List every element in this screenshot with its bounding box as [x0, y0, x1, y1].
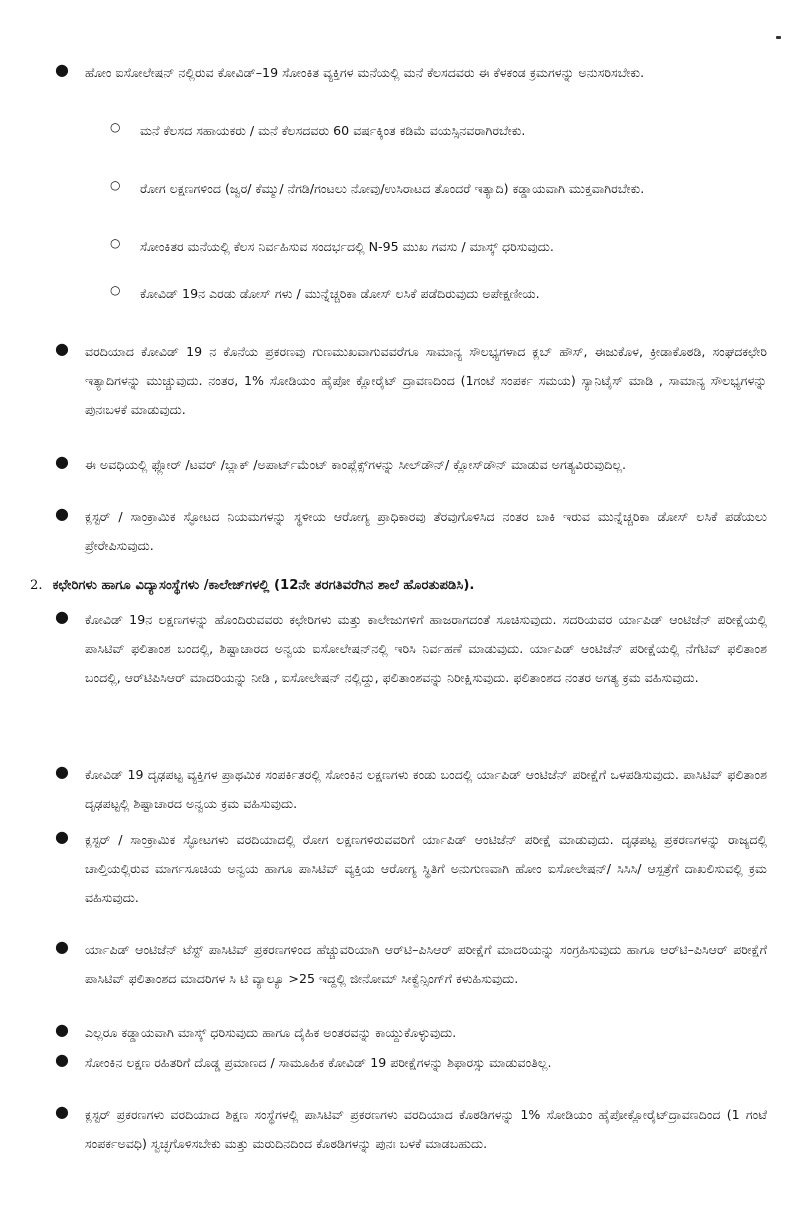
sub-bullet-text: ಮನೆ ಕೆಲಸದ ಸಹಾಯಕರು / ಮನೆ ಕೆಲಸದವರು 60 ವರ್ಷಕ್ಕಿಂತ ಕಡಿಮೆ ವಯಸ್ಸಿನವರಾಗಿರಬೇಕು.	[140, 123, 526, 138]
list-item	[55, 502, 767, 560]
bullet-icon: ●	[55, 1020, 69, 1039]
bullet-text: ಎಲ್ಲರೂ ಕಡ್ಡಾಯವಾಗಿ ಮಾಸ್ಕ್ ಧರಿಸುವುದು ಹಾಗೂ ದೈಹಿಕ ಅಂತರವನ್ನು ಕಾಯ್ದುಕೊಳ್ಳುವುದು.	[85, 1025, 457, 1040]
bullet-text: ಕೋವಿಡ್ 19ನ ಲಕ್ಷಣಗಳನ್ನು ಹೊಂದಿರುವವರು ಕಛೇರಿಗಳು ಮತ್ತು ಕಾಲೇಜುಗಳಿಗೆ ಹಾಜರಾಗದಂತೆ ಸೂಚಿಸುವುದು. ಸದರಿಯವರ ರ್ಯಾಪಿಡ್ ಆಂಟಿಜೆನ್ ಪರೀಕ್ಷೆಯಲ್ಲಿ ಪಾಸಿಟಿವ್ ಫಲಿತಾಂಶ ಬಂದಲ್ಲಿ, ಶಿಷ್ಟಾಚಾರದ ಅನ್ವಯ ಐಸೋಲೇಷನ್‌ನಲ್ಲಿ ಇರಿಸಿ ನಿರ್ವಹಣೆ ಮಾಡುವುದು. ರ್ಯಾಪಿಡ್ ಆಂಟಿಜೆನ್ ಪರೀಕ್ಷೆಯಲ್ಲಿ ನೆಗೆಟಿವ್ ಫಲಿತಾಂಶ ಬಂದಲ್ಲಿ, ಆರ್‌ಟಿಪಿಸಿಆರ್ ಮಾದರಿಯನ್ನು ನೀಡಿ , ಐಸೋಲೇಷನ್ ನಲ್ಲಿದ್ದು, ಫಲಿತಾಂಶವನ್ನು ನಿರೀಕ್ಷಿಸುವುದು. ಫಲಿತಾಂಶದ ನಂತರ ಅಗತ್ಯ ಕ್ರಮ ವಹಿಸುವುದು.	[85, 612, 767, 685]
section-title: ಕಛೇರಿಗಳು ಹಾಗೂ ವಿದ್ಯಾಸಂಸ್ಥೆಗಳು /ಕಾಲೇಜ್‌ಗಳಲ್ಲಿ (12ನೇ ತರಗತಿವರೆಗಿನ ಶಾಲೆ ಹೊರತುಪಡಿಸಿ).	[52, 578, 475, 593]
list-item	[55, 1018, 767, 1047]
list-item	[55, 1100, 767, 1158]
bullet-icon: ●	[55, 1102, 69, 1121]
bullet-text: ಹೋಂ ಐಸೋಲೇಷನ್ ನಲ್ಲಿರುವ ಕೋವಿಡ್–19 ಸೋಂಕಿತ ವ್ಯಕ್ತಿಗಳ ಮನೆಯಲ್ಲಿ ಮನೆ ಕೆಲಸದವರು ಈ ಕೆಳಕಂಡ ಕ್ರಮಗಳನ್ನು ಅನುಸರಿಸಬೇಕು.	[85, 65, 645, 80]
hollow-bullet-icon: ○	[110, 283, 121, 297]
bullet-text: ಕ್ಲಸ್ಟರ್ / ಸಾಂಕ್ರಾಮಿಕ ಸ್ಫೋಟದ ನಿಯಮಗಳನ್ನು ಸ್ಥಳೀಯ ಆರೋಗ್ಯ ಪ್ರಾಧಿಕಾರವು ತೆರವುಗೊಳಿಸಿದ ನಂತರ ಬಾಕಿ ಇರುವ ಮುನ್ನೆಚ್ಚರಿಕಾ ಡೋಸ್ ಲಸಿಕೆ ಪಡೆಯಲು ಪ್ರೇರೇಪಿಸುವುದು.	[85, 509, 767, 553]
bullet-icon: ●	[55, 60, 69, 79]
list-item	[55, 825, 767, 912]
bullet-text: ಕ್ಲಸ್ಟರ್ / ಸಾಂಕ್ರಾಮಿಕ ಸ್ಫೋಟಗಳು ವರದಿಯಾದಲ್ಲಿ ರೋಗ ಲಕ್ಷಣಗಳಿರುವವರಿಗೆ ರ್ಯಾಪಿಡ್ ಆಂಟಿಜೆನ್ ಪರೀಕ್ಷೆ ಮಾಡುವುದು. ದೃಢಪಟ್ಟ ಪ್ರಕರಣಗಳನ್ನು ರಾಜ್ಯದಲ್ಲಿ ಚಾಲ್ತಿಯಲ್ಲಿರುವ ಮಾರ್ಗಸೂಚಿಯ ಅನ್ವಯ ಹಾಗೂ ಪಾಸಿಟಿವ್ ವ್ಯಕ್ತಿಯ ಆರೋಗ್ಯ ಸ್ಥಿತಿಗೆ ಅನುಗುಣವಾಗಿ ಹೋಂ ಐಸೋಲೇಷನ್/ ಸಿಸಿಸಿ/ ಆಸ್ಪತ್ರೆಗೆ ದಾಖಲಿಸುವಲ್ಲಿ ಕ್ರಮ ವಹಿಸುವುದು.	[85, 832, 767, 905]
bullet-text: ವರದಿಯಾದ ಕೋವಿಡ್ 19 ನ ಕೊನೆಯ ಪ್ರಕರಣವು ಗುಣಮುಖವಾಗುವವರೆಗೂ ಸಾಮಾನ್ಯ ಸೌಲಭ್ಯಗಳಾದ ಕ್ಲಬ್ ಹೌಸ್, ಈಜುಕೊಳ, ಕ್ರೀಡಾಕೊಠಡಿ, ಸಂಘದಕಛೇರಿ ಇತ್ಯಾದಿಗಳನ್ನು ಮುಚ್ಚುವುದು. ನಂತರ, 1% ಸೋಡಿಯಂ ಹೈಪೋ ಕ್ಲೋರೈಟ್ ದ್ರಾವಣದಿಂದ (1ಗಂಟೆ ಸಂಪರ್ಕ ಸಮಯ) ಸ್ಯಾನಿಟೈಸ್ ಮಾಡಿ , ಸಾಮಾನ್ಯ ಸೌಲಭ್ಯಗಳನ್ನು ಪುನಃಬಳಕೆ ಮಾಡುವುದು.	[85, 344, 767, 417]
section-number: 2.	[30, 578, 43, 593]
bullet-icon: ●	[55, 339, 69, 358]
sub-list-item	[55, 174, 767, 203]
bullet-text: ಸೋಂಕಿನ ಲಕ್ಷಣ ರಹಿತರಿಗೆ ದೊಡ್ಡ ಪ್ರಮಾಣದ / ಸಾಮೂಹಿಕ ಕೋವಿಡ್ 19 ಪರೀಕ್ಷೆಗಳನ್ನು ಶಿಫಾರಸ್ಸು ಮಾಡುವಂತಿಲ್ಲ.	[85, 1055, 552, 1070]
bullet-icon: ●	[55, 827, 69, 846]
list-item	[55, 935, 767, 993]
section-heading	[30, 575, 770, 597]
bullet-icon: ●	[55, 504, 69, 523]
bullet-text: ಈ ಅವಧಿಯಲ್ಲಿ ಫ್ಲೋರ್ /ಟವರ್ /ಬ್ಲಾಕ್ /ಅಪಾರ್ಟ್‌ಮೆಂಟ್ ಕಾಂಪ್ಲೆಕ್ಸ್‌ಗಳನ್ನು ಸೀಲ್‌ಡೌನ್/ ಕ್ಲೋಸ್‌ಡೌನ್ ಮಾಡುವ ಅಗತ್ಯವಿರುವುದಿಲ್ಲ.	[85, 457, 627, 472]
bullet-icon: ●	[55, 937, 69, 956]
sub-list-item	[55, 116, 767, 145]
scan-mark	[776, 36, 781, 39]
bullet-text: ಕ್ಲಸ್ಟರ್ ಪ್ರಕರಣಗಳು ವರದಿಯಾದ ಶಿಕ್ಷಣ ಸಂಸ್ಥೆಗಳಲ್ಲಿ ಪಾಸಿಟಿವ್ ಪ್ರಕರಣಗಳು ವರದಿಯಾದ ಕೊಠಡಿಗಳನ್ನು 1% ಸೋಡಿಯಂ ಹೈಪೋಕ್ಲೋರೈಟ್‌ದ್ರಾವಣದಿಂದ (1 ಗಂಟೆ ಸಂಪರ್ಕಅವಧಿ) ಸ್ವಚ್ಛಗೊಳಿಸಬೇಕು ಮತ್ತು ಮರುದಿನದಿಂದ ಕೊಠಡಿಗಳನ್ನು ಪುನಃ ಬಳಕೆ ಮಾಡಬಹುದು.	[85, 1107, 767, 1151]
hollow-bullet-icon: ○	[110, 236, 121, 250]
list-item	[55, 605, 767, 692]
sub-list-item	[55, 232, 767, 261]
list-item	[55, 1048, 767, 1077]
bullet-icon: ●	[55, 452, 69, 471]
bullet-icon: ●	[55, 1050, 69, 1069]
bullet-icon: ●	[55, 607, 69, 626]
sub-bullet-text: ರೋಗ ಲಕ್ಷಣಗಳಿಂದ (ಜ್ವರ/ ಕೆಮ್ಮು/ ನೆಗಡಿ/ಗಂಟಲು ನೋವು/ಉಸಿರಾಟದ ತೊಂದರೆ ಇತ್ಯಾದಿ) ಕಡ್ಡಾಯವಾಗಿ ಮುಕ್ತವಾಗಿರಬೇಕು.	[140, 181, 645, 196]
sub-list-item	[55, 279, 767, 308]
bullet-icon: ●	[55, 762, 69, 781]
bullet-text: ರ್ಯಾಪಿಡ್ ಆಂಟಿಜೆನ್ ಟೆಸ್ಟ್ ಪಾಸಿಟಿವ್ ಪ್ರಕರಣಗಳಿಂದ ಹೆಚ್ಚುವರಿಯಾಗಿ ಆರ್‌ಟಿ–ಪಿಸಿಆರ್ ಪರೀಕ್ಷೆಗೆ ಮಾದರಿಯನ್ನು ಸಂಗ್ರಹಿಸುವುದು ಹಾಗೂ ಆರ್‌ಟಿ–ಪಿಸಿಆರ್ ಪರೀಕ್ಷೆಗೆ ಪಾಸಿಟಿವ್ ಫಲಿತಾಂಶದ ಮಾದರಿಗಳ ಸಿ ಟಿ ವ್ಯಾಲ್ಯೂ >25 ಇದ್ದಲ್ಲಿ ಜೀನೋಮ್ ಸೀಕ್ವೆನ್ಸಿಂಗ್‌ಗೆ ಕಳುಹಿಸುವುದು.	[85, 942, 767, 986]
hollow-bullet-icon: ○	[110, 120, 121, 134]
bullet-text: ಕೋವಿಡ್ 19 ದೃಢಪಟ್ಟ ವ್ಯಕ್ತಿಗಳ ಪ್ರಾಥಮಿಕ ಸಂಪರ್ಕಿತರಲ್ಲಿ ಸೋಂಕಿನ ಲಕ್ಷಣಗಳು ಕಂಡು ಬಂದಲ್ಲಿ ರ್ಯಾಪಿಡ್ ಆಂಟಿಜೆನ್ ಪರೀಕ್ಷೆಗೆ ಒಳಪಡಿಸುವುದು. ಪಾಸಿಟಿವ್ ಫಲಿತಾಂಶ ದೃಢಪಟ್ಟಲ್ಲಿ ಶಿಷ್ಟಾಚಾರದ ಅನ್ವಯ ಕ್ರಮ ವಹಿಸುವುದು.	[85, 767, 767, 811]
sub-bullet-text: ಕೋವಿಡ್ 19ನ ಎರಡು ಡೋಸ್ ಗಳು / ಮುನ್ನೆಚ್ಚರಿಕಾ ಡೋಸ್ ಲಸಿಕೆ ಪಡೆದಿರುವುದು ಅಪೇಕ್ಷಣೀಯ.	[140, 286, 540, 301]
hollow-bullet-icon: ○	[110, 178, 121, 192]
sub-bullet-text: ಸೋಂಕಿತರ ಮನೆಯಲ್ಲಿ ಕೆಲಸ ನಿರ್ವಹಿಸುವ ಸಂದರ್ಭದಲ್ಲಿ N-95 ಮುಖ ಗವಸು / ಮಾಸ್ಕ್ ಧರಿಸುವುದು.	[140, 239, 554, 254]
list-item	[55, 450, 767, 479]
list-item	[55, 760, 767, 818]
list-item	[55, 58, 767, 87]
list-item	[55, 337, 767, 424]
